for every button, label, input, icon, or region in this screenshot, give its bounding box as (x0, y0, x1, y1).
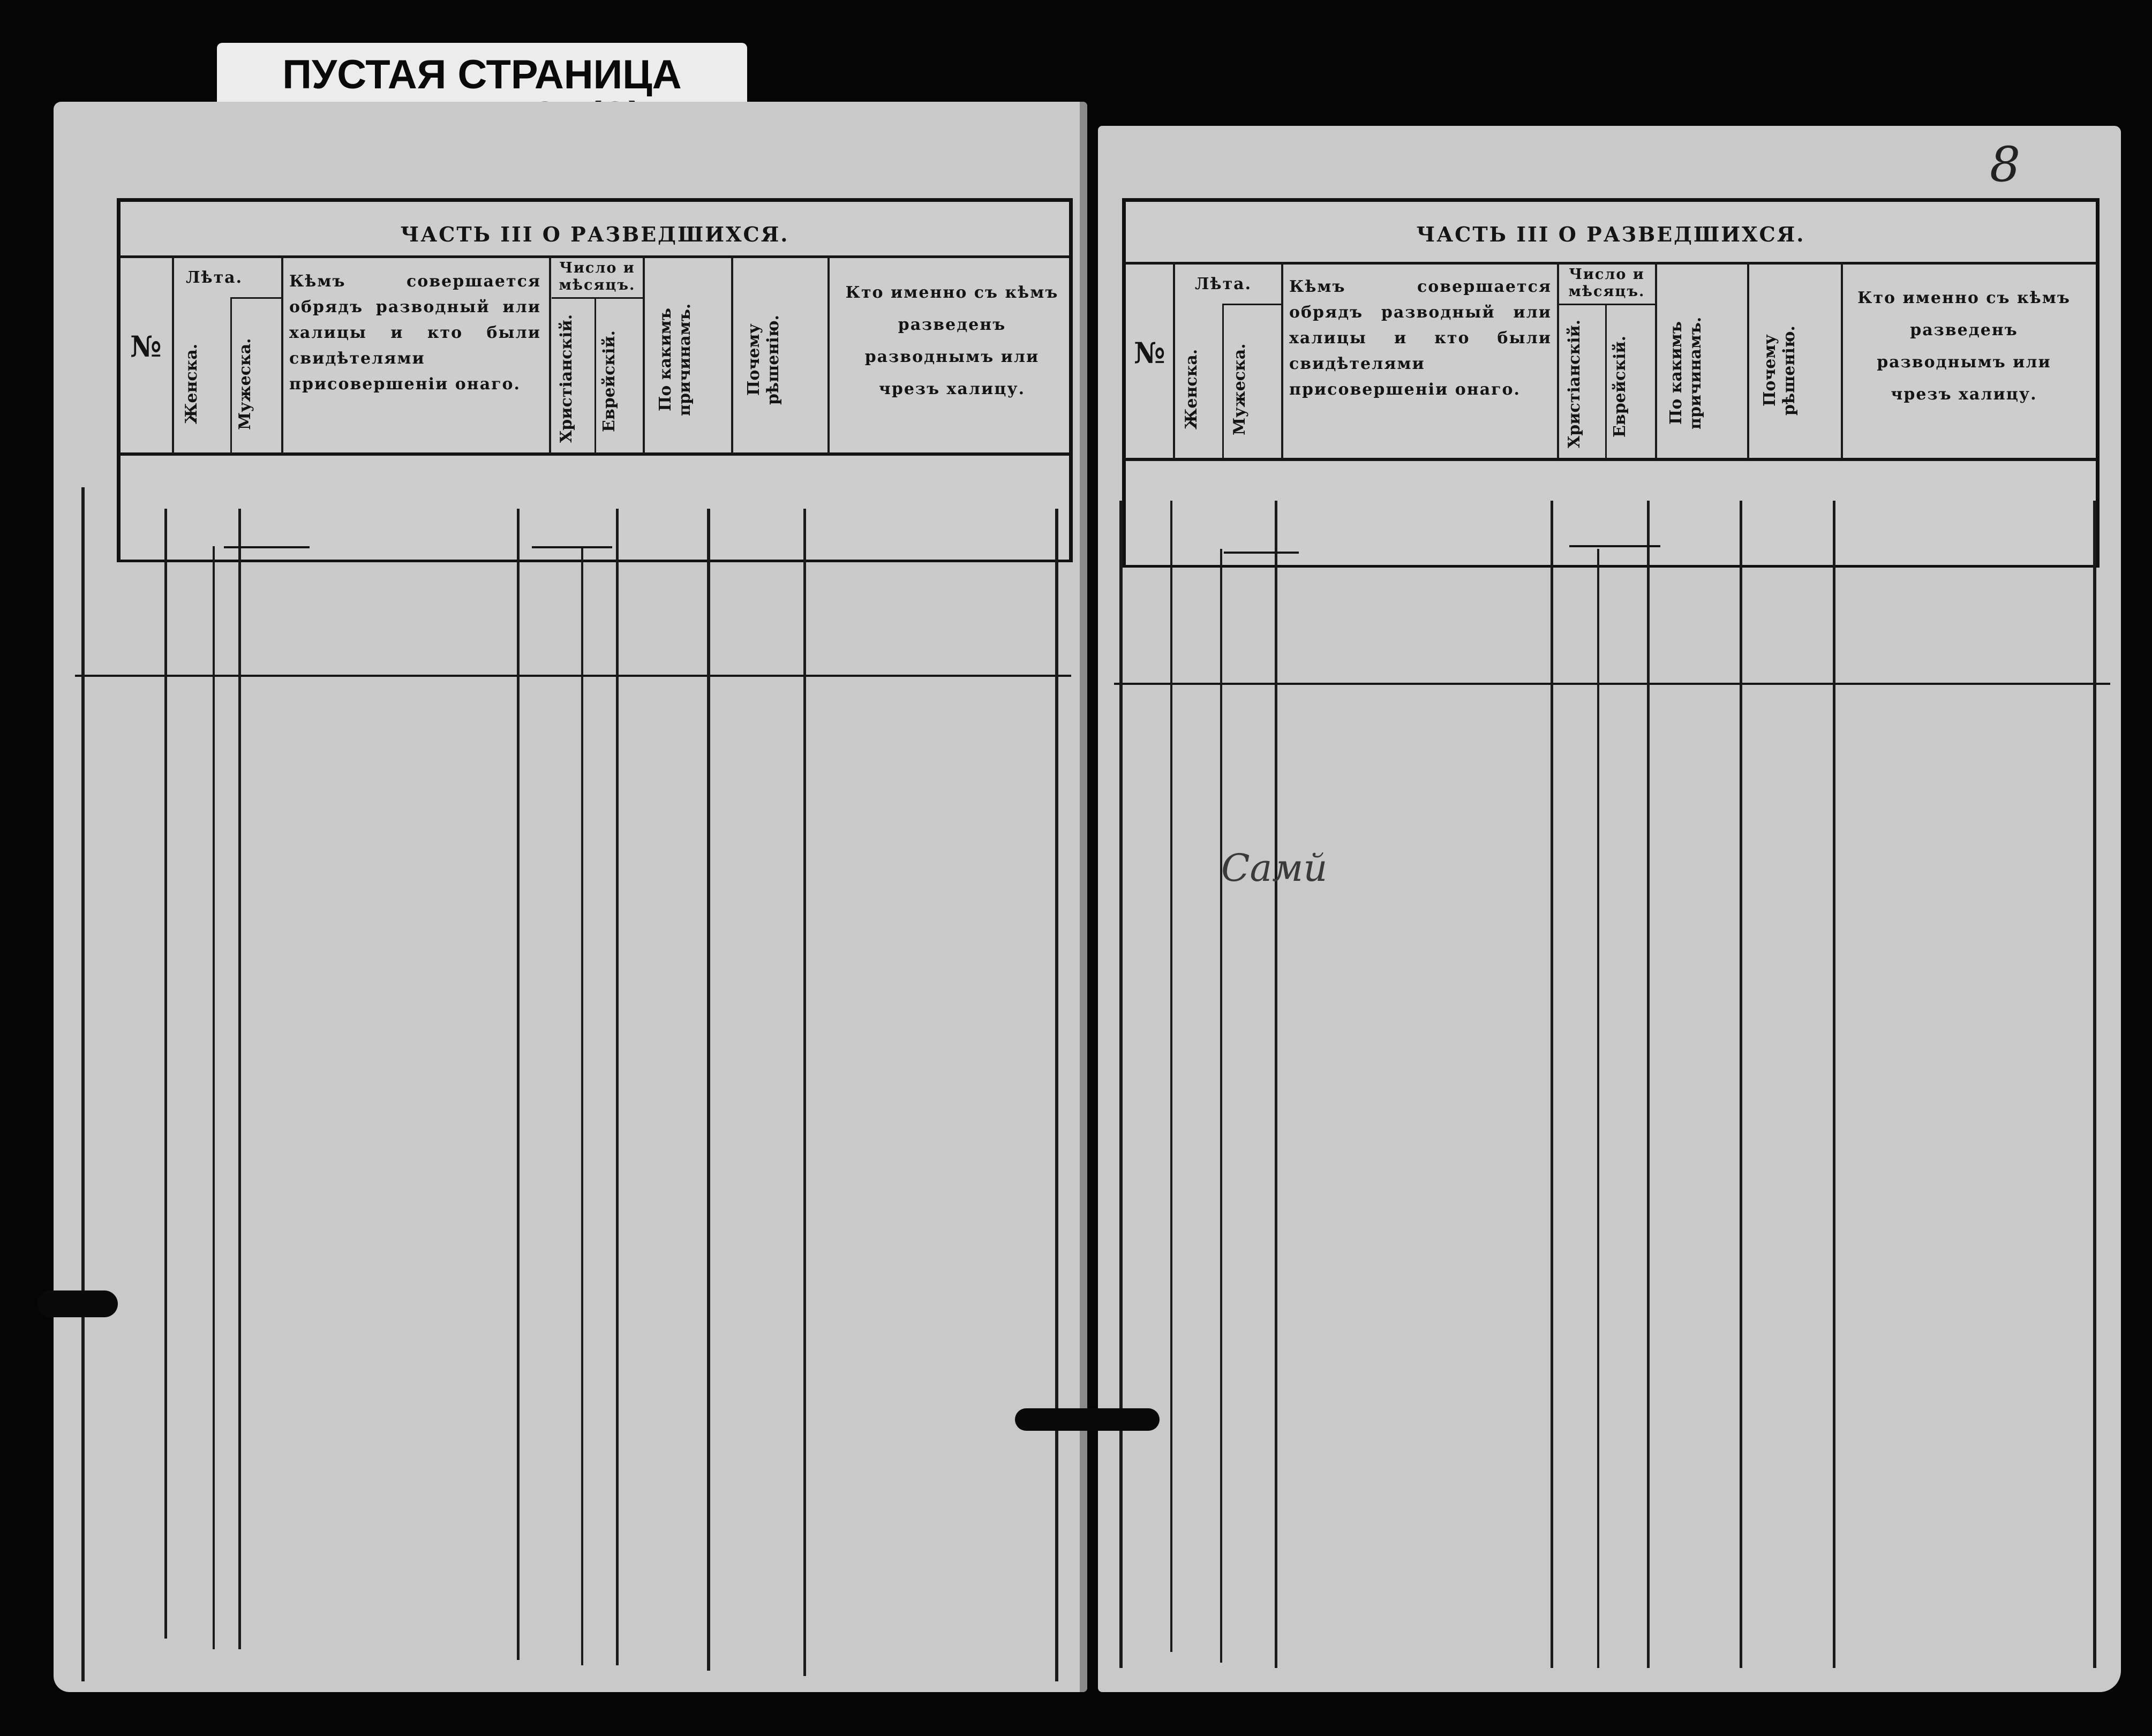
right-col-zhenska: Женска. (1182, 349, 1201, 430)
left-col-leta: Лѣта. (185, 268, 243, 287)
left-col-chislo: Число и мѣсяцъ. (559, 260, 636, 293)
col-line (1170, 501, 1172, 1652)
col-line (1551, 501, 1553, 1668)
col-line (1055, 509, 1058, 1681)
sub-line (1224, 552, 1299, 554)
right-page-title: ЧАСТЬ III О РАЗВЕДШИХСЯ. (1416, 222, 1805, 246)
right-col-prichiny: По какимъ причинамъ. (1667, 316, 1705, 430)
chislo-divider (1559, 304, 1655, 305)
sub-line (1569, 545, 1660, 547)
left-col-khrist: Христіанскій. (557, 314, 576, 443)
col-line (827, 255, 830, 454)
left-col-muzheska: Мужеска. (236, 338, 254, 430)
leta-divider (230, 297, 281, 299)
right-col-number: № (1134, 336, 1165, 370)
col-line (230, 297, 232, 454)
col-line (281, 255, 283, 454)
leta-divider (1222, 304, 1281, 305)
left-header-box (117, 198, 1073, 562)
col-line (616, 509, 619, 1665)
col-line (731, 255, 733, 454)
label-line-ru: ПУСТАЯ СТРАНИЦА (282, 52, 682, 97)
left-page (54, 102, 1087, 1692)
row-line (75, 675, 1071, 677)
col-line (213, 546, 215, 1649)
right-col-kem: Кѣмъ совершается обрядъ разводный или халицы и кто были свидѣтелями присовершеніи онаго. (1289, 277, 1552, 399)
col-line (1833, 501, 1835, 1668)
left-page-title: ЧАСТЬ III О РАЗВЕДШИХСЯ. (400, 222, 789, 246)
col-line (1605, 304, 1607, 459)
col-line (549, 255, 551, 454)
col-line (1275, 501, 1277, 1668)
left-col-evrei: Еврейскій. (600, 330, 619, 433)
col-line (2093, 501, 2096, 1668)
right-col-kto: Кто именно съ кѣмъ разведенъ разводнымъ или чрезъ халицу. (1857, 289, 2071, 404)
col-line (164, 509, 167, 1639)
header-divider (1126, 458, 2096, 461)
right-col-evrei: Еврейскій. (1611, 335, 1629, 438)
left-binding-mark (37, 1290, 118, 1317)
col-line (595, 297, 596, 454)
page-number: 8 (1990, 137, 2021, 193)
col-line (238, 509, 241, 1649)
col-line (1740, 501, 1742, 1668)
col-line (803, 509, 806, 1676)
left-margin-line (81, 487, 85, 1681)
col-line (1655, 262, 1657, 459)
title-divider (121, 255, 1069, 258)
gutter-shadow (1080, 102, 1087, 1692)
sub-line (532, 546, 612, 548)
left-col-zhenska: Женска. (182, 343, 201, 425)
chislo-divider (552, 297, 643, 299)
left-col-prichiny: По какимъ причинамъ. (656, 303, 694, 417)
left-col-number: № (130, 329, 162, 364)
col-line (1222, 304, 1224, 459)
col-line (1281, 262, 1283, 459)
right-header-box (1122, 198, 2100, 568)
left-margin-line (1119, 501, 1123, 1668)
left-col-kem: Кѣмъ совершается обрядъ разводный или халицы и кто были свидѣтелями присовершеніи онаго. (289, 272, 541, 394)
handwritten-note: Самй (1221, 846, 1328, 890)
right-col-leta: Лѣта. (1194, 275, 1252, 293)
binding-clip (1015, 1408, 1160, 1431)
right-col-pochemu: Почему рѣшенію. (1760, 326, 1799, 416)
row-line (1114, 683, 2110, 685)
left-col-kto: Кто именно съ кѣмъ разведенъ разводнымъ или чрезъ халицу. (845, 283, 1059, 398)
right-page (1098, 126, 2121, 1692)
col-line (643, 255, 645, 454)
col-line (1841, 262, 1843, 459)
left-col-pochemu: Почему рѣшенію. (744, 315, 782, 405)
col-line (581, 546, 583, 1665)
col-line (517, 509, 520, 1660)
col-line (1220, 549, 1222, 1663)
sub-line (224, 546, 310, 548)
right-col-chislo: Число и мѣсяцъ. (1568, 266, 1645, 300)
right-col-muzheska: Мужеска. (1230, 343, 1249, 435)
right-col-khrist: Христіанскій. (1565, 319, 1584, 449)
col-line (1747, 262, 1749, 459)
title-divider (1126, 262, 2096, 265)
col-line (707, 509, 710, 1671)
col-line (1597, 549, 1599, 1668)
col-line (1647, 501, 1650, 1668)
